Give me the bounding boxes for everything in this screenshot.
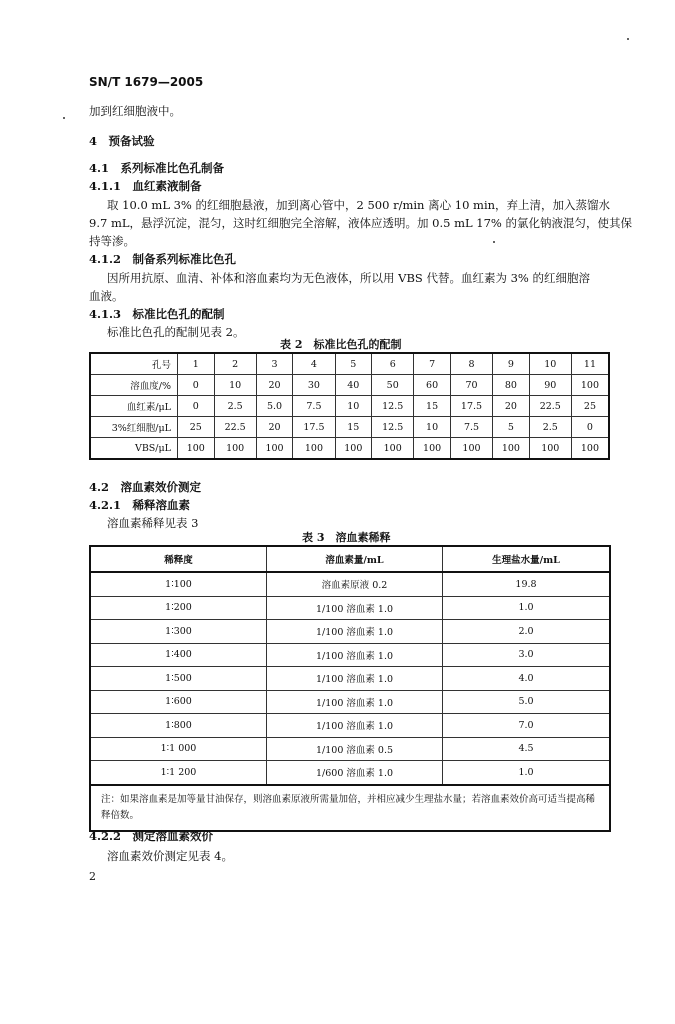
section-heading-4-1-3: 4.1.3 标准比色孔的配制 (89, 307, 225, 321)
table-cell: 100 (335, 438, 372, 460)
table-cell: 25 (178, 417, 215, 438)
table-row (90, 761, 610, 785)
table-row (90, 572, 610, 596)
table-cell: 100 (571, 438, 609, 460)
table-row (90, 620, 610, 644)
table-cell: 1∶800 (90, 714, 267, 738)
row-label: 血红素/μL (90, 396, 178, 417)
table-cell: 80 (493, 375, 530, 396)
table-cell: 100 (493, 438, 530, 460)
table-cell: 1/100 溶血素 1.0 (267, 620, 443, 644)
table-cell: 1∶1 200 (90, 761, 267, 785)
table-row (90, 714, 610, 738)
table-cell: 20 (493, 396, 530, 417)
table-cell: 100 (293, 438, 335, 460)
table-cell: 20 (256, 375, 293, 396)
table-cell: 9 (493, 353, 530, 375)
table-row (90, 643, 610, 667)
table-3 (89, 545, 611, 832)
table-row (90, 690, 610, 714)
table-header-row (90, 546, 610, 572)
table-cell: 2 (214, 353, 256, 375)
table-cell: 20 (256, 417, 293, 438)
paragraph-line: 标准比色孔的配制见表 2。 (107, 325, 245, 339)
section-heading-4-1-2: 4.1.2 制备系列标准比色孔 (89, 252, 237, 266)
table-cell: 1∶300 (90, 620, 267, 644)
table-cell: 7.5 (450, 417, 492, 438)
table-row (90, 353, 609, 375)
paragraph-line: 因所用抗原、血清、补体和溶血素均为无色液体，所以用 VBS 代替。血红素为 3% 的红细胞溶 (107, 271, 590, 285)
table-cell: 0 (571, 417, 609, 438)
table-cell: 100 (256, 438, 293, 460)
table-cell: 3 (256, 353, 293, 375)
table-cell: 60 (414, 375, 451, 396)
table-row (90, 396, 609, 417)
table-cell: 0 (178, 375, 215, 396)
table-cell: 50 (372, 375, 414, 396)
table-2 (89, 352, 610, 460)
table-cell: 1/100 溶血素 1.0 (267, 690, 443, 714)
table-cell: 100 (450, 438, 492, 460)
table-cell: 5.0 (256, 396, 293, 417)
table-cell: 15 (414, 396, 451, 417)
table-cell: 4.0 (443, 667, 611, 691)
table-cell: 7.0 (443, 714, 611, 738)
scan-speck (63, 117, 65, 119)
table-cell: 2.0 (443, 620, 611, 644)
column-header: 稀释度 (90, 546, 267, 572)
section-heading-4-2: 4.2 溶血素效价测定 (89, 480, 202, 494)
table-cell: 12.5 (372, 396, 414, 417)
table-cell: 5.0 (443, 690, 611, 714)
table-cell: 2.5 (529, 417, 571, 438)
row-label: 孔号 (90, 353, 178, 375)
table-cell: 1/100 溶血素 1.0 (267, 714, 443, 738)
row-label: 3%红细胞/μL (90, 417, 178, 438)
paragraph-line: 取 10.0 mL 3% 的红细胞悬液，加到离心管中，2 500 r/min 离心 10 min，弃上清，加入蒸馏水 (107, 198, 611, 212)
table-cell: 1∶400 (90, 643, 267, 667)
table-note-row (90, 785, 610, 831)
column-header: 生理盐水量/mL (443, 546, 611, 572)
table-cell: 1.0 (443, 761, 611, 785)
table-cell: 100 (529, 438, 571, 460)
table-cell: 40 (335, 375, 372, 396)
paragraph-line: 血液。 (89, 289, 124, 303)
table-cell: 15 (335, 417, 372, 438)
table-cell: 70 (450, 375, 492, 396)
table-cell: 溶血素原液 0.2 (267, 572, 443, 596)
table-cell: 17.5 (450, 396, 492, 417)
table-cell: 25 (571, 396, 609, 417)
table-row (90, 737, 610, 761)
column-header: 溶血素量/mL (267, 546, 443, 572)
paragraph-line: 持等渗。 (89, 234, 135, 248)
table-cell: 22.5 (214, 417, 256, 438)
document-header: SN/T 1679—2005 (89, 75, 204, 89)
table-cell: 4 (293, 353, 335, 375)
table-cell: 1∶200 (90, 596, 267, 620)
table-cell: 1/100 溶血素 1.0 (267, 667, 443, 691)
table-cell: 1∶600 (90, 690, 267, 714)
table-cell: 10 (335, 396, 372, 417)
page-number: 2 (89, 870, 96, 883)
scan-speck (627, 38, 629, 40)
table-cell: 1∶500 (90, 667, 267, 691)
table-cell: 10 (414, 417, 451, 438)
table-cell: 22.5 (529, 396, 571, 417)
table-row (90, 438, 609, 460)
table-cell: 1∶1 000 (90, 737, 267, 761)
section-heading-4-1: 4.1 系列标准比色孔制备 (89, 161, 225, 175)
table-cell: 10 (214, 375, 256, 396)
table-cell: 90 (529, 375, 571, 396)
table-cell: 30 (293, 375, 335, 396)
table-cell: 100 (372, 438, 414, 460)
table-3-caption: 表 3 溶血素稀释 (302, 531, 391, 544)
table-cell: 1 (178, 353, 215, 375)
table-cell: 7 (414, 353, 451, 375)
table-cell: 1/600 溶血素 1.0 (267, 761, 443, 785)
section-heading-4-2-2: 4.2.2 测定溶血素效价 (89, 829, 214, 843)
table-cell: 100 (414, 438, 451, 460)
table-cell: 11 (571, 353, 609, 375)
table-cell: 100 (571, 375, 609, 396)
table-cell: 10 (529, 353, 571, 375)
table-cell: 3.0 (443, 643, 611, 667)
table-cell: 4.5 (443, 737, 611, 761)
table-cell: 12.5 (372, 417, 414, 438)
paragraph-line: 9.7 mL，悬浮沉淀，混匀，这时红细胞完全溶解，液体应透明。加 0.5 mL 17% 的氯化钠液混匀，使其保 (89, 216, 632, 230)
table-cell: 19.8 (443, 572, 611, 596)
text-line: 加到红细胞液中。 (89, 104, 181, 118)
table-cell: 5 (335, 353, 372, 375)
table-cell: 1/100 溶血素 1.0 (267, 643, 443, 667)
section-heading-4: 4 预备试验 (89, 134, 155, 148)
section-heading-4-2-1: 4.2.1 稀释溶血素 (89, 498, 191, 512)
table-cell: 5 (493, 417, 530, 438)
table-cell: 0 (178, 396, 215, 417)
table-row (90, 417, 609, 438)
section-heading-4-1-1: 4.1.1 血红素液制备 (89, 179, 202, 193)
table-cell: 8 (450, 353, 492, 375)
table-row (90, 596, 610, 620)
table-cell: 1/100 溶血素 0.5 (267, 737, 443, 761)
table-row (90, 375, 609, 396)
row-label: 溶血度/% (90, 375, 178, 396)
row-label: VBS/μL (90, 438, 178, 460)
scan-speck (493, 241, 495, 243)
table-cell: 17.5 (293, 417, 335, 438)
table-2-caption: 表 2 标准比色孔的配制 (280, 338, 402, 351)
table-cell: 2.5 (214, 396, 256, 417)
paragraph-line: 溶血素稀释见表 3 (107, 516, 199, 530)
table-row (90, 667, 610, 691)
table-cell: 1/100 溶血素 1.0 (267, 596, 443, 620)
paragraph-line: 溶血素效价测定见表 4。 (107, 849, 233, 863)
table-cell: 7.5 (293, 396, 335, 417)
table-cell: 1.0 (443, 596, 611, 620)
table-cell: 100 (214, 438, 256, 460)
table-cell: 1∶100 (90, 572, 267, 596)
table-cell: 6 (372, 353, 414, 375)
table-cell: 100 (178, 438, 215, 460)
table-note: 注：如果溶血素是加等量甘油保存，则溶血素原液所需量加倍，并相应减少生理盐水量；若溶血素效价高可适当提高稀释倍数。 (90, 785, 610, 831)
